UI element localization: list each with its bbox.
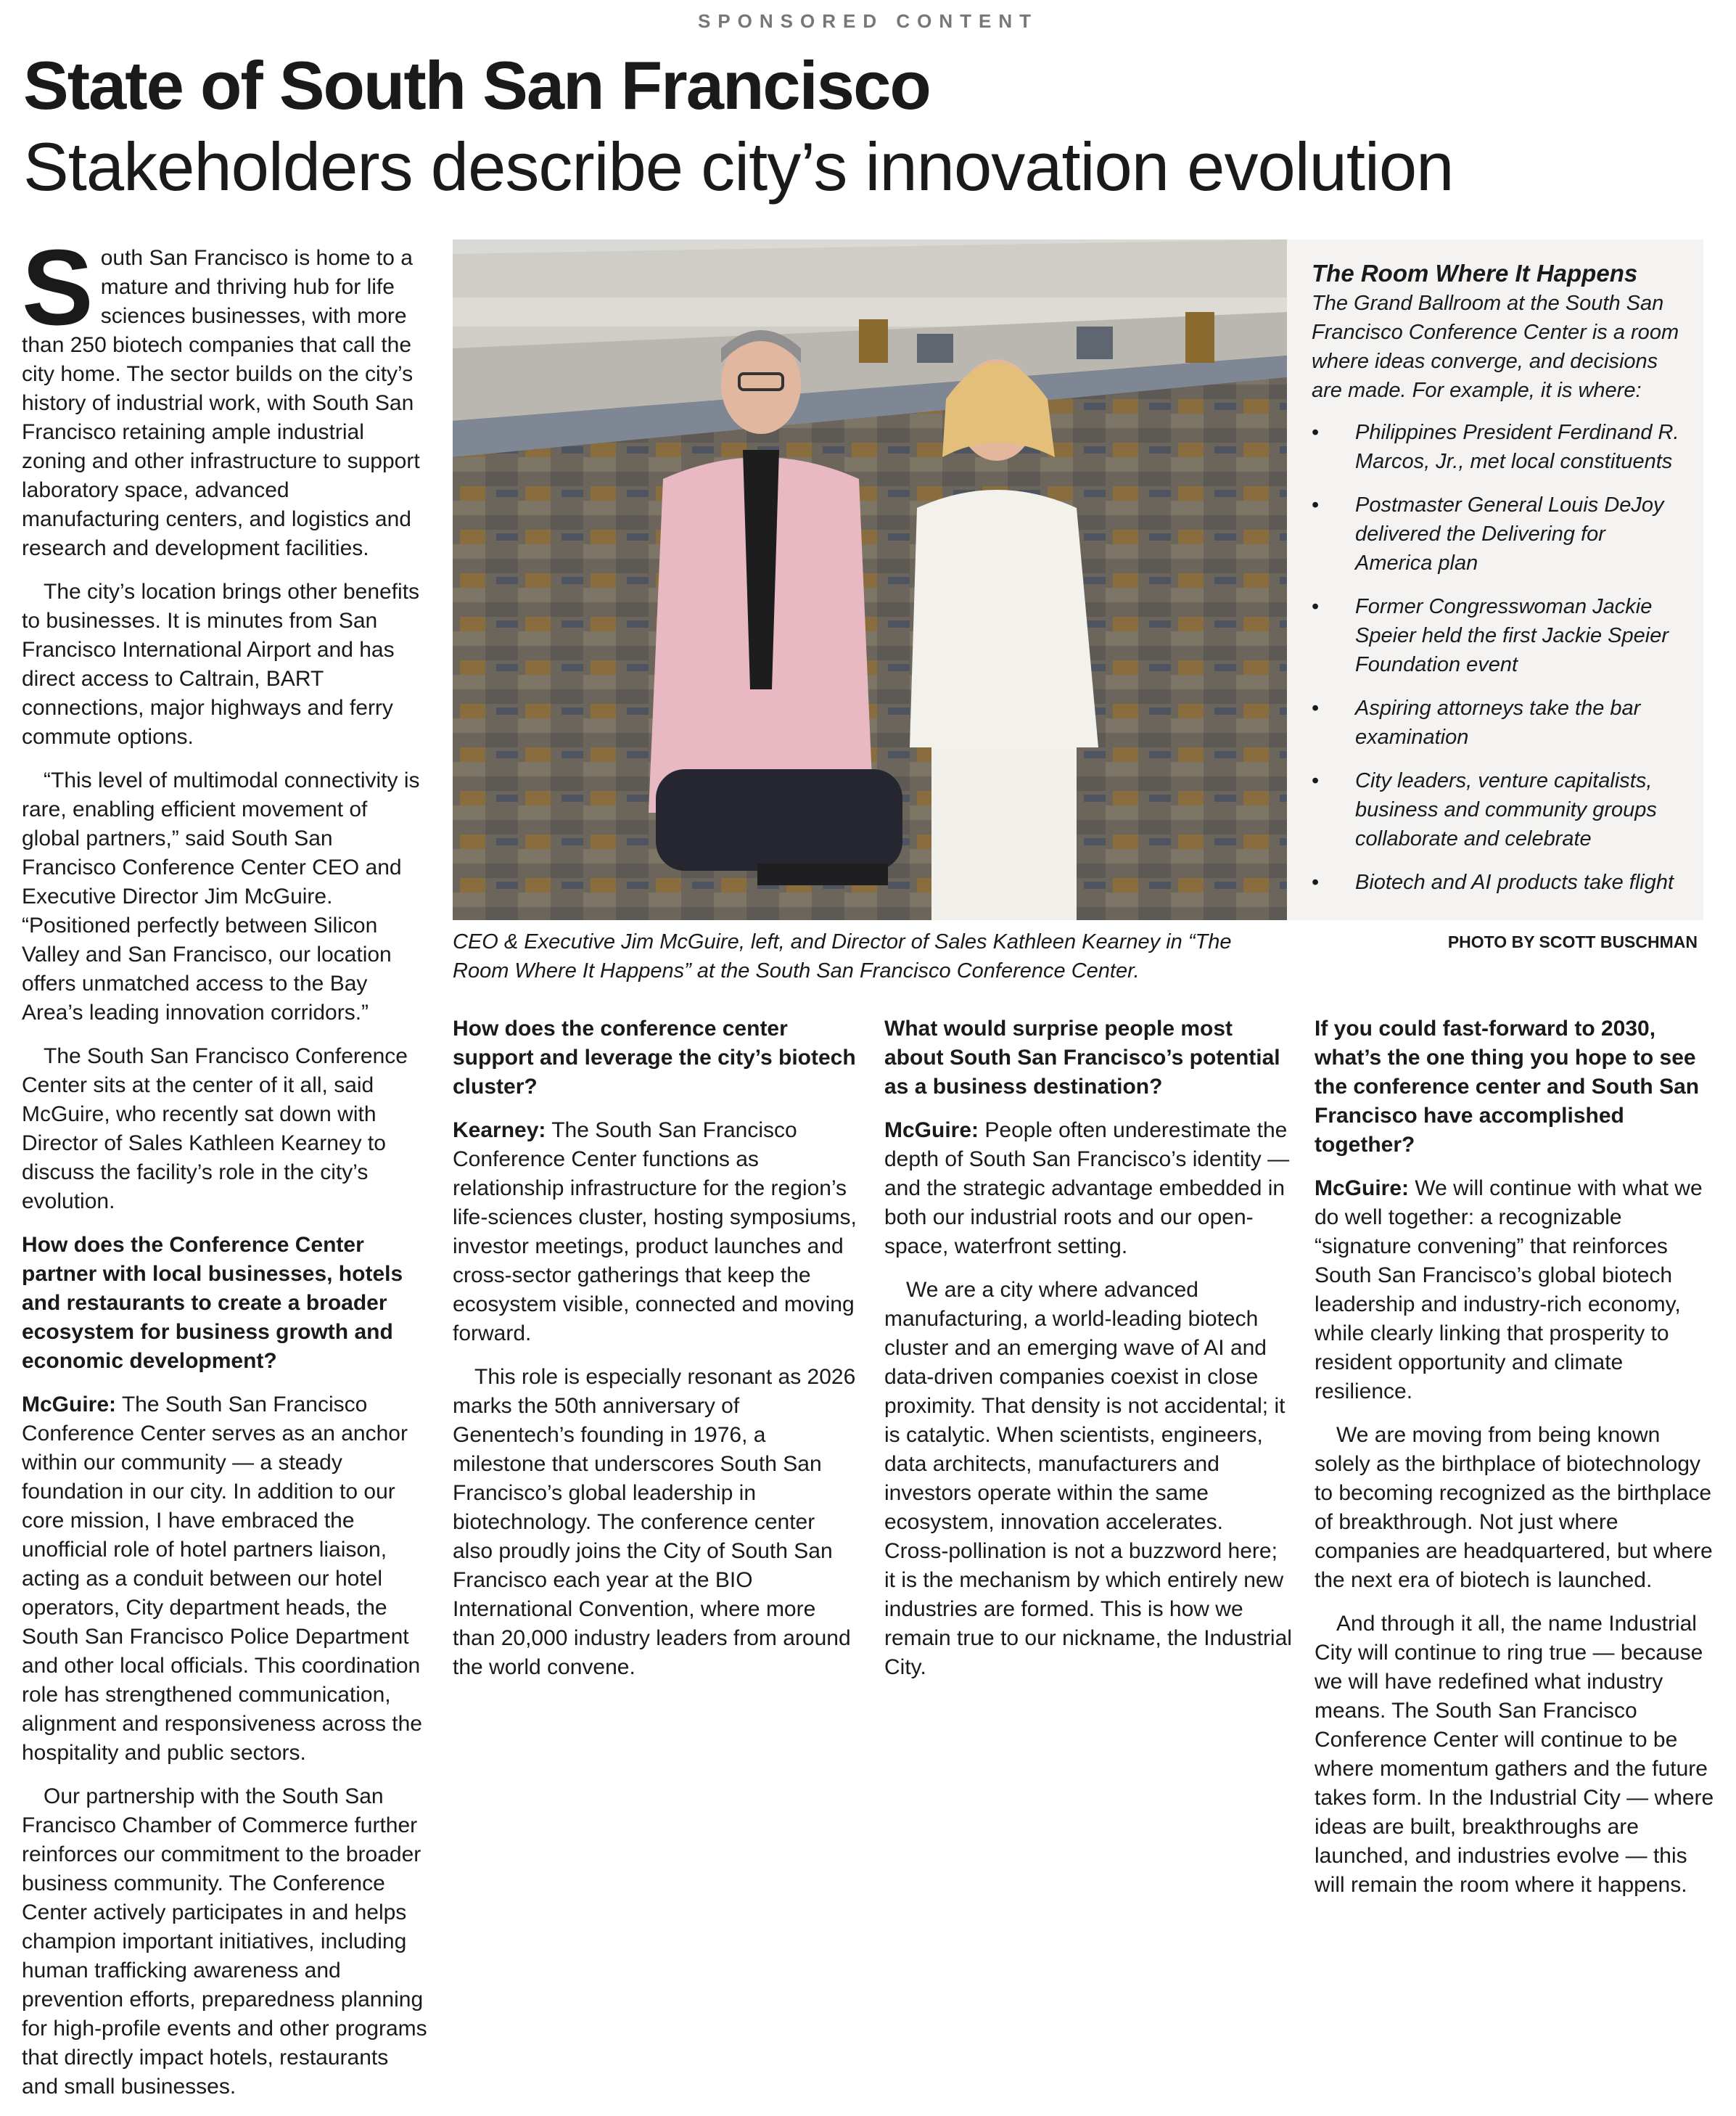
article-column-4 xyxy=(1315,1014,1718,1914)
answer-text: People often underestimate the depth of South San Francisco’s identity — and the strategic advantage embedded in both our industrial roots and our open-space, waterfront setting. xyxy=(884,1118,1290,1258)
sidebar-title: The Room Where It Happens xyxy=(1312,260,1638,287)
article-paragraph: The South San Francisco Conference Center sits at the center of it all, said McGuire, who recently sat down with Director of Sales Kathleen Kearney to discuss the facility’s role in the city’s evolution. xyxy=(22,1044,408,1213)
interview-answer xyxy=(884,1116,1292,1261)
article-column-2 xyxy=(453,1014,859,1697)
interview-question: What would surprise people most about South San Francisco’s potential as a business destination? xyxy=(884,1017,1280,1099)
article-paragraph: Our partnership with the South San Francisco Chamber of Commerce further reinforces our commitment to the broader business community. The Conference Center actively participates in and helps champion important initiatives, including human trafficking awareness and prevention efforts, preparedness planning for high-profile events and other programs that directly impact hotels, restaurants and small businesses. xyxy=(22,1784,427,2099)
photo-caption: CEO & Executive Jim McGuire, left, and Director of Sales Kathleen Kearney in “The Room Where It Happens” at the South San Francisco Conference Center. xyxy=(453,930,1232,983)
interview-answer xyxy=(453,1116,859,1348)
article-paragraph: “This level of multimodal connectivity is rare, enabling efficient movement of global partners,” said South San Francisco Conference Center CEO and Executive Director Jim McGuire. “Positioned perfectly between Silicon Valley and San Francisco, our location offers unmatched access to the Bay Area’s leading innovation corridors.” xyxy=(22,768,420,1025)
list-item: • Former Congresswoman Jackie Speier held the first Jackie Speier Foundation event xyxy=(1312,592,1682,679)
photo-illustration xyxy=(453,239,1287,920)
article-paragraph xyxy=(22,228,429,563)
article-paragraph: The city’s location brings other benefits to businesses. It is minutes from San Francisco International Airport and has direct access to Caltrain, BART connections, major highways and ferry commute options. xyxy=(22,580,420,749)
speaker-name: McGuire: xyxy=(1315,1176,1410,1200)
list-item: • Postmaster General Louis DeJoy delivered the Delivering for America plan xyxy=(1312,491,1682,578)
article-paragraph: This role is especially resonant as 2026 marks the 50th anniversary of Genentech’s founding in 1976, a milestone that underscores South San Francisco’s global leadership in biotechnology. The conference center also proudly joins the City of South San Francisco each year at the BIO International Convention, where more than 20,000 industry leaders from around the world convene. xyxy=(453,1365,856,1679)
list-item: • Aspiring attorneys take the bar examination xyxy=(1312,694,1682,752)
article-paragraph: We are moving from being known solely as the birthplace of biotechnology to becoming recognized as the birthplace of breakthrough. Not just where companies are headquartered, but where the next era of biotech is launched. xyxy=(1315,1423,1713,1592)
article-column-1 xyxy=(22,228,429,2116)
interview-question: How does the conference center support and leverage the city’s biotech cluster? xyxy=(453,1017,856,1099)
sidebar-intro: The Grand Ballroom at the South San Francisco Conference Center is a room where ideas converge, and decisions are made. For example, it is where: xyxy=(1312,292,1679,402)
answer-text: We will continue with what we do well together: a recognizable “signature convening” that reinforces South San Francisco’s global biotech leadership and industry-rich economy, while clearly linking that prosperity to resident opportunity and climate resilience. xyxy=(1315,1176,1703,1403)
list-item: • City leaders, venture capitalists, business and community groups collaborate and celebrate xyxy=(1312,766,1682,853)
speaker-name: Kearney: xyxy=(453,1118,546,1142)
answer-text: The South San Francisco Conference Center functions as relationship infrastructure for the region’s life-sciences cluster, hosting symposiums, investor meetings, product launches and cross-sector gatherings that keep the ecosystem visible, connected and moving forward. xyxy=(453,1118,857,1345)
interview-answer xyxy=(1315,1174,1718,1406)
speaker-name: McGuire: xyxy=(884,1118,979,1142)
article-paragraph: And through it all, the name Industrial City will continue to ring true — because we will have redefined what industry means. The South San Francisco Conference Center will continue to be where momentum gathers and the future takes form. In the Industrial City — where ideas are built, breakthroughs are launched, and industries evolve — this will remain the room where it happens. xyxy=(1315,1612,1714,1897)
sponsored-content-label: SPONSORED CONTENT xyxy=(697,10,1039,32)
conference-ballroom-photo xyxy=(453,239,1287,920)
article-paragraph: We are a city where advanced manufacturing, a world-leading biotech cluster and an emerging wave of AI and data-driven companies coexist in close proximity. That density is not accidental; it is catalytic. When scientists, engineers, data architects, manufacturers and investors operate within the same ecosystem, innovation accelerates. Cross-pollination is not a buzzword here; it is the mechanism by which entirely new industries are formed. This is how we remain true to our nickname, the Industrial City. xyxy=(884,1278,1292,1679)
subheadline: Stakeholders describe city’s innovation evolution xyxy=(23,128,1454,205)
speaker-name: McGuire: xyxy=(22,1393,117,1416)
interview-question: How does the Conference Center partner with local businesses, hotels and restaurants to create a broader ecosystem for business growth and economic development? xyxy=(22,1233,403,1373)
headline: State of South San Francisco xyxy=(23,47,930,123)
list-item: • Philippines President Ferdinand R. Marcos, Jr., met local constituents xyxy=(1312,418,1682,476)
sidebar-list xyxy=(1312,418,1682,897)
drop-cap: S xyxy=(22,228,94,348)
paragraph-text: outh San Francisco is home to a mature and thriving hub for life sciences businesses, with more than 250 biotech companies that call the city home. The sector builds on the city’s history of industrial work, with South San Francisco retaining ample industrial zoning and other infrastructure to support laboratory space, advanced manufacturing centers, and logistics and research and development facilities. xyxy=(22,246,420,560)
list-item: • Biotech and AI products take flight xyxy=(1312,868,1682,897)
interview-question: If you could fast-forward to 2030, what’s the one thing you hope to see the conference center and South San Francisco have accomplished together? xyxy=(1315,1017,1700,1157)
article-column-3 xyxy=(884,1014,1292,1697)
interview-answer xyxy=(22,1390,429,1768)
sidebar-box xyxy=(1287,239,1703,920)
answer-text: The South San Francisco Conference Center serves as an anchor within our community — a steady foundation in our city. In addition to our core mission, I have embraced the unofficial role of hotel partners liaison, acting as a conduit between our hotel operators, City department heads, the South San Francisco Police Department and other local officials. This coordination role has strengthened communication, alignment and responsiveness across the hospitality and public sectors. xyxy=(22,1393,422,1765)
photo-credit: PHOTO BY SCOTT BUSCHMAN xyxy=(1447,932,1698,951)
